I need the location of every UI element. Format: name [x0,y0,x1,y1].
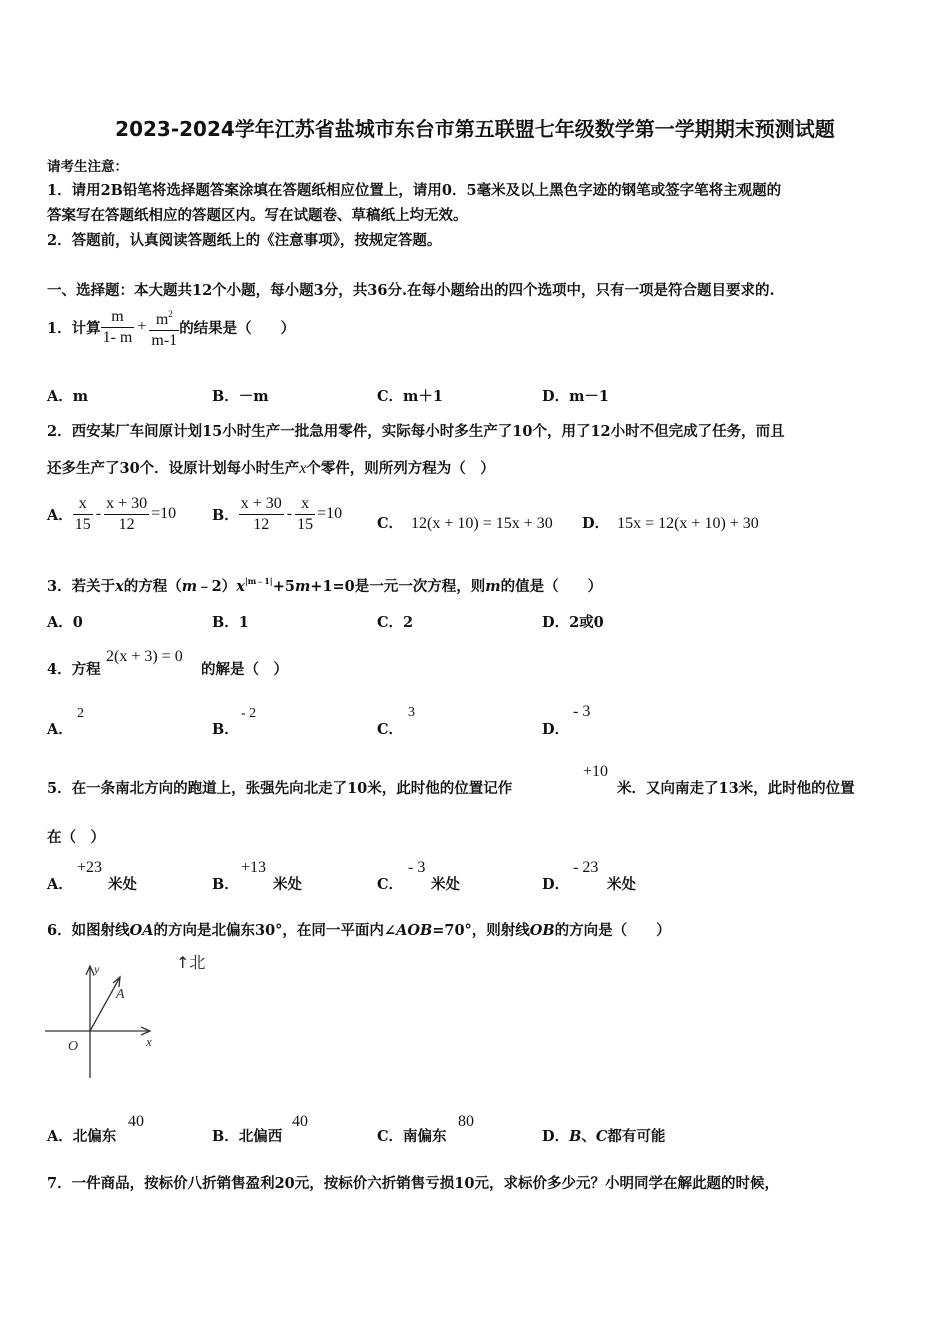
q3-option-b: B．1 [212,614,249,631]
q1-f1-den: 1- m [102,328,133,346]
q7-line-1: 7．一件商品，按标价八折销售盈利20元，按标价六折销售亏损10元，求标价多少元？小明同学在解此题的时候， [47,1175,779,1192]
q1-tail: 的结果是（ ） [179,319,296,337]
q6-mid1: 的方向是北偏东30°，在同一平面内∠ [153,922,397,939]
q5-a-value: +23 [77,859,103,876]
page-title: 2023-2024学年江苏省盐城市东台市第五联盟七年级数学第一学期期末预测试题 [115,117,835,141]
q2-a-f2-den: 12 [118,515,135,533]
q6-oa: OA [129,922,154,939]
notice-line-1b: 答案写在答题纸相应的答题区内。写在试题卷、草稿纸上均无效。 [47,207,468,224]
q2-line-2b: 个零件，则所列方程为（ ） [306,460,495,477]
q1-lead: 1．计算 [47,319,101,337]
q2-b-label: B． [212,506,239,524]
q4-b-label: B． [212,721,239,738]
q6-a-value: 40 [128,1113,144,1130]
ray-oa [90,977,120,1031]
q1-option-b: B．－m [212,388,269,405]
q6-a-label: A．北偏东 [47,1128,117,1145]
q4-a-value: 2 [77,706,84,721]
q6-option-d [542,1125,665,1146]
q5-c-label: C． [377,876,404,893]
north-label: ↑北 [176,953,206,972]
q3-option-a: A．0 [47,614,83,631]
q3-mid1: 的方程（ [123,578,182,595]
q2-line-1: 2．西安某厂车间原计划15小时生产一批急用零件，实际每小时多生产了10个，用了12小时不但完成了任务，而且 [47,423,785,440]
q5-line-2: 在（ ） [47,829,105,846]
q4-d-value: - 3 [573,703,591,720]
q2-a-op: - [95,505,102,522]
q2-c-expr: 12(x + 10) = 15x + 30 [411,515,553,532]
q3-mid3: +5 [272,578,295,595]
q3-mid4: +1=0是一元一次方程，则 [310,578,486,595]
q5-record: +10 [583,763,609,780]
q4-tail: 的解是（ ） [201,661,288,678]
q3-m1: m [181,578,198,595]
notice-heading: 请考生注意： [47,159,128,175]
q3-m3: m [485,578,501,595]
q5-b-label: B． [212,876,239,893]
q5-d-label: D． [542,876,570,893]
q2-b-f2-num: x [295,494,315,515]
q5-c-tail: 米处 [431,876,460,893]
q2-b-f1-den: 12 [253,515,270,533]
question-1 [47,302,295,352]
q6-d-b: B [569,1128,582,1145]
q6-figure [40,955,165,1085]
q2-option-a [47,490,176,538]
q1-f2-num: m [155,310,169,328]
q6-b-value: 40 [292,1113,308,1130]
q6-ob: OB [529,922,555,939]
q5-line-1a: 5．在一条南北方向的跑道上，张强先向北走了10米，此时他的位置记作 [47,780,513,797]
q5-c-value: - 3 [408,859,426,876]
q1-fraction-2 [149,304,179,351]
q3-lead: 3．若关于 [47,578,116,595]
q6-c-value: 80 [458,1113,474,1130]
q2-var: x [299,460,307,477]
q6-d-tail: 都有可能 [607,1128,666,1145]
q2-a-f2-num: x + 30 [104,494,149,515]
q6-c-label: C．南偏东 [377,1128,447,1145]
fig-y-label: y [94,962,100,976]
question-3 [47,575,602,596]
q2-b-f1-num: x + 30 [239,494,284,515]
q1-f1-num: m [101,307,135,328]
q3-mid2: ﹣2） [197,578,237,595]
q2-line-2a: 还多生产了30个．设原计划每小时生产 [47,460,300,477]
q3-tail: 的值是（ ） [500,578,603,595]
q6-d-label: D． [542,1128,570,1145]
q2-d-label: D． [582,515,610,532]
q3-option-c: C．2 [377,614,414,631]
q2-b-op: - [286,505,293,522]
notice-line-1a: 1．请用2B铅笔将选择题答案涂填在答题纸相应位置上，请用0．5毫米及以上黑色字迹的钢笔或签字笔将主观题的 [47,182,782,199]
section-heading: 一、选择题：本大题共12个小题，每小题3分，共36分.在每小题给出的四个选项中，只有一项是符合题目要求的. [47,282,775,299]
fig-x-label: x [146,1034,152,1049]
q6-aob: AOB [396,922,433,939]
q5-b-value: +13 [241,859,267,876]
q3-x2: x [236,578,245,595]
q2-a-label: A． [47,506,73,524]
q4-b-value: - 2 [241,706,257,721]
q2-option-d [582,512,759,533]
q3-x: x [115,578,124,595]
q1-fraction-1 [101,307,135,348]
q6-b-label: B．北偏西 [212,1128,283,1145]
q2-b-f2-den: 15 [297,515,314,533]
q3-exponent: |m﹣1| [244,576,273,586]
q5-a-label: A． [47,876,73,893]
fig-a-label: A [116,987,125,1002]
q4-lead: 4．方程 [47,661,101,678]
q2-a-rhs: =10 [151,505,177,522]
q4-equation: 2(x + 3) = 0 [106,648,183,665]
q4-c-label: C． [377,721,404,738]
q4-c-value: 3 [408,705,415,720]
q5-b-tail: 米处 [273,876,302,893]
q4-d-label: D． [542,721,570,738]
q1-option-c: C．m＋1 [377,388,443,405]
q2-d-expr: 15x = 12(x + 10) + 30 [617,515,759,532]
q5-d-tail: 米处 [607,876,636,893]
q1-f2-sup: 2 [168,308,173,319]
q1-f2-den: m-1 [151,331,178,349]
q2-c-label: C． [377,515,404,532]
fig-o-label: O [68,1039,79,1054]
q6-lead: 6．如图射线 [47,922,130,939]
q1-option-d: D．m－1 [542,388,610,405]
q3-option-d: D．2或0 [542,614,604,631]
q4-a-label: A． [47,721,73,738]
q3-m2: m [294,578,311,595]
notice-line-2: 2．答题前，认真阅读答题纸上的《注意事项》，按规定答题。 [47,232,442,249]
q5-a-tail: 米处 [108,876,137,893]
q6-d-c: C [595,1128,608,1145]
q5-line-1b: 米．又向南走了13米，此时他的位置 [617,780,855,797]
q2-a-f1-num: x [73,494,93,515]
q5-d-value: - 23 [573,859,599,876]
q2-a-f1-den: 15 [74,515,91,533]
q1-option-a: A．m [47,388,89,405]
question-6 [47,919,671,940]
q6-tail: 的方向是（ ） [554,922,671,939]
q1-plus: + [137,318,147,335]
q6-d-sep: 、 [581,1128,596,1145]
q2-option-b [212,490,342,538]
q2-option-c [377,512,553,533]
q2-line-2 [47,457,495,478]
q6-mid2: =70°，则射线 [432,922,530,939]
q2-b-rhs: =10 [317,505,343,522]
